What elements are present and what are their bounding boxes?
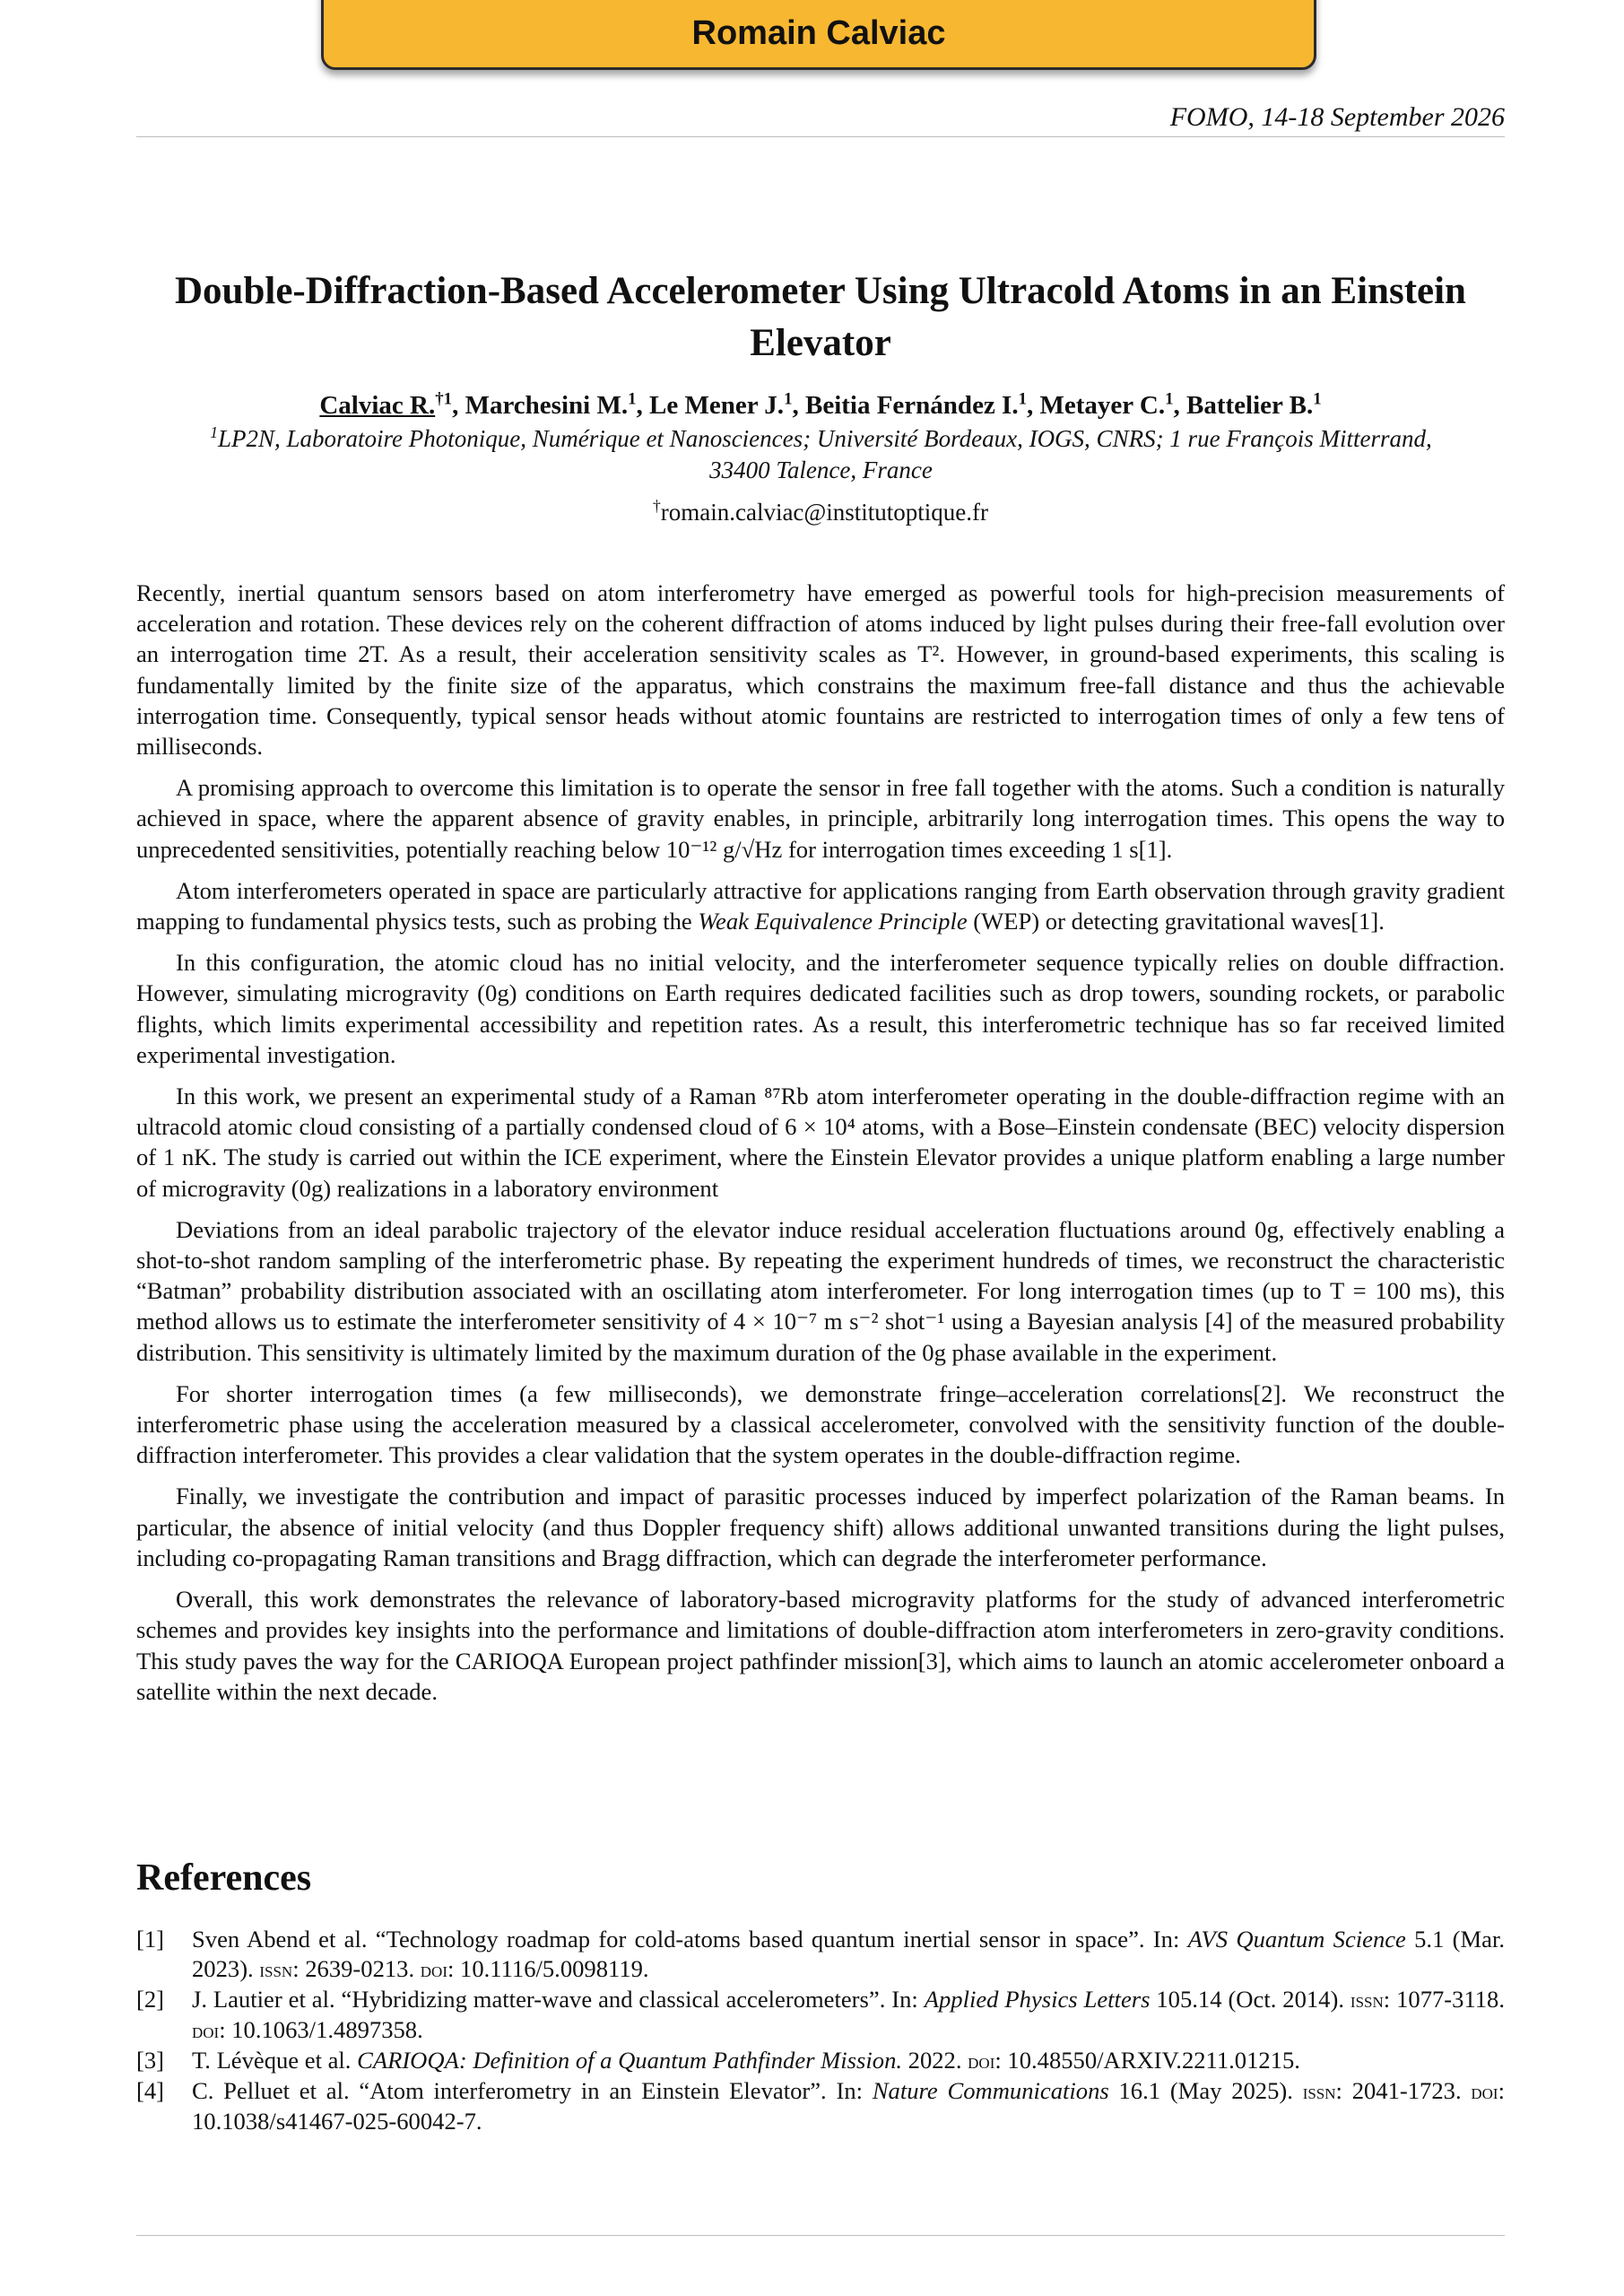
- paragraph: In this configuration, the atomic cloud has no initial velocity, and the interferometer sequence typically relies on double diffraction. However, simulating microgravity (0g) conditions on Earth requires dedicated facilities such as drop towers, sounding rockets, or parabolic flights, which limits experimental accessibility and repetition rates. As a result, this interferometric technique has so far received limited experimental investigation.: [136, 949, 1505, 1068]
- author-list: Calviac R.$^{\dagger 1}$, Marchesini M.$^1$, Le Mener J.$^1$, Beitia Fernández I.$^1$, Metayer C.$^1$, Battelier B.$^1$: [319, 389, 1322, 420]
- reference-item: [136, 1985, 1505, 2046]
- conference-header: FOMO, 14-18 September 2026: [1169, 102, 1505, 132]
- author-name: Metayer C.: [1039, 391, 1166, 420]
- email-line: [136, 499, 1505, 526]
- affiliation-mark: 1: [210, 423, 218, 441]
- doi-link[interactable]: : 10.1038/s41467-025-60042-7.: [192, 2077, 1505, 2135]
- reference-item: [136, 2046, 1505, 2076]
- emphasis-text: Weak Equivalence Principle: [698, 908, 968, 935]
- paper-title: Double-Diffraction-Based Accelerometer Using Ultracold Atoms in an Einstein Elevator: [175, 270, 1466, 364]
- reference-item: [136, 1925, 1505, 1985]
- paragraph: Recently, inertial quantum sensors based on atom interferometry have emerged as powerful tools for high-precision measurements of acceleration and rotation. These devices rely on the coherent diffraction of atoms induced by light pulses during their free-fall evolution over an interrogation time 2T. As a result, their acceleration sensitivity scales as T². However, in ground-based experiments, this scaling is fundamentally limited by the finite size of the apparatus, which constrains the maximum free-fall distance and thus the achievable interrogation time. Consequently, typical sensor heads without atomic fountains are restricted to interrogation times of only a few tens of milliseconds.: [136, 579, 1505, 761]
- presenter-tab: [321, 0, 1316, 70]
- reference-text: Sven Abend et al. “Technology roadmap for cold-atoms based quantum inertial sensor in space”. In: AVS Quantum Science 5.1 (Mar. 2023). issn: 2639-0213. doi: 10.1116/5.0098119.: [192, 1926, 1505, 1982]
- author-name: Beitia Fernández I.: [804, 391, 1019, 420]
- reference-number: [3]: [136, 2047, 165, 2074]
- paragraph: Deviations from an ideal parabolic trajectory of the elevator induce residual acceleration fluctuations around 0g, effectively enabling a shot-to-shot random sampling of the interferometric phase. By repeating the experiment hundreds of times, we reconstruct the characteristic “Batman” probability distribution associated with an oscillating atom interferometer. For long interrogation times (up to T = 100 ms), this method allows us to estimate the interferometer sensitivity of 4 × 10⁻⁷ m s⁻² shot⁻¹ using a Bayesian analysis [4] of the measured probability distribution. This sensitivity is ultimately limited by the maximum duration of the 0g phase available in the experiment.: [136, 1215, 1505, 1366]
- affiliation-text: LP2N, Laboratoire Photonique, Numérique et Nanosciences; Université Bordeaux, IOGS, CNRS; 1 rue François Mitterrand, 33400 Talence, France: [217, 425, 1432, 483]
- doi-link[interactable]: : 10.48550/ARXIV.2211.01215.: [994, 2047, 1300, 2074]
- doi-link[interactable]: : 10.1116/5.0098119.: [447, 1955, 649, 1982]
- author-sup: 1: [1165, 389, 1174, 409]
- author-sup: †1: [435, 389, 453, 409]
- paragraph: For shorter interrogation times (a few milliseconds), we demonstrate fringe–acceleration correlations[2]. We reconstruct the interferometric phase using the acceleration measured by a classical accelerometer, convolved with the sensitivity function of the double-diffraction interferometer. This provides a clear validation that the system operates in the double-diffraction regime.: [136, 1379, 1505, 1469]
- email-address[interactable]: romain.calviac@institutoptique.fr: [660, 499, 989, 526]
- reference-number: [4]: [136, 2077, 165, 2104]
- author-name: Calviac R.: [319, 391, 436, 420]
- author-name: Le Mener J.: [649, 391, 785, 420]
- author-sup: 1: [1313, 389, 1322, 409]
- abstract-body: [136, 578, 1505, 1718]
- author-sup: 1: [628, 389, 637, 409]
- author-sup: 1: [1018, 389, 1028, 409]
- doi-link[interactable]: : 10.1063/1.4897358.: [219, 2016, 423, 2043]
- reference-list: [136, 1925, 1505, 2136]
- header-rule: [136, 136, 1505, 137]
- author-name: Battelier B.: [1186, 391, 1314, 420]
- references-heading: References: [136, 1857, 312, 1899]
- affiliation: [179, 423, 1463, 486]
- paragraph: In this work, we present an experimental study of a Raman ⁸⁷Rb atom interferometer operating in the double-diffraction regime with an ultracold atomic cloud consisting of a partially condensed cloud of 6 × 10⁴ atoms, with a Bose–Einstein condensate (BEC) velocity dispersion of 1 nK. The study is carried out within the ICE experiment, where the Einstein Elevator provides a unique platform enabling a large number of microgravity (0g) realizations in a laboratory environment: [136, 1083, 1505, 1202]
- paragraph-text: Atom interferometers operated in space are particularly attractive for applications ranging from Earth observation through gravity gradient mapping to fundamental physics tests, such as probing the: [136, 876, 1505, 935]
- presenter-name: Romain Calviac: [691, 14, 946, 52]
- paragraph-text: (WEP) or detecting gravitational waves[1].: [967, 908, 1385, 935]
- reference-text: J. Lautier et al. “Hybridizing matter-wave and classical accelerometers”. In: Applied Physics Letters 105.14 (Oct. 2014). issn: 1077-3118. doi: 10.1063/1.4897358.: [192, 1986, 1505, 2043]
- paragraph: Finally, we investigate the contribution and impact of parasitic processes induced by imperfect polarization of the Raman beams. In particular, the absence of initial velocity (and thus Doppler frequency shift) allows additional unwanted transitions during the light pulses, including co-propagating Raman transitions and Bragg diffraction, which can degrade the interferometer performance.: [136, 1483, 1505, 1571]
- reference-number: [1]: [136, 1926, 165, 1952]
- author-name: Marchesini M.: [465, 391, 629, 420]
- author-sup: 1: [784, 389, 793, 409]
- paragraph: A promising approach to overcome this limitation is to operate the sensor in free fall together with the atoms. Such a condition is naturally achieved in space, where the apparent absence of gravity enables, in principle, arbitrarily long interrogation times. This opens the way to unprecedented sensitivities, potentially reaching below 10⁻¹² g/√Hz for interrogation times exceeding 1 s[1].: [136, 774, 1505, 863]
- paragraph: [136, 875, 1505, 936]
- footer-rule: [136, 2235, 1505, 2236]
- reference-number: [2]: [136, 1986, 165, 2013]
- reference-text: C. Pelluet et al. “Atom interferometry in an Einstein Elevator”. In: Nature Communications 16.1 (May 2025). issn: 2041-1723. doi: 10.1038/s41467-025-60042-7.: [192, 2077, 1505, 2135]
- email-mark: †: [652, 497, 661, 515]
- reference-item: [136, 2076, 1505, 2136]
- paragraph: Overall, this work demonstrates the relevance of laboratory-based microgravity platforms for the study of advanced interferometric schemes and provides key insights into the performance and limitations of double-diffraction atom interferometers in zero-gravity conditions. This study paves the way for the CARIOQA European project pathfinder mission[3], which aims to launch an atomic accelerometer onboard a satellite within the next decade.: [136, 1586, 1505, 1705]
- reference-text: T. Lévèque et al. CARIOQA: Definition of a Quantum Pathfinder Mission. 2022. doi: 10.48550/ARXIV.2211.01215.: [192, 2047, 1300, 2074]
